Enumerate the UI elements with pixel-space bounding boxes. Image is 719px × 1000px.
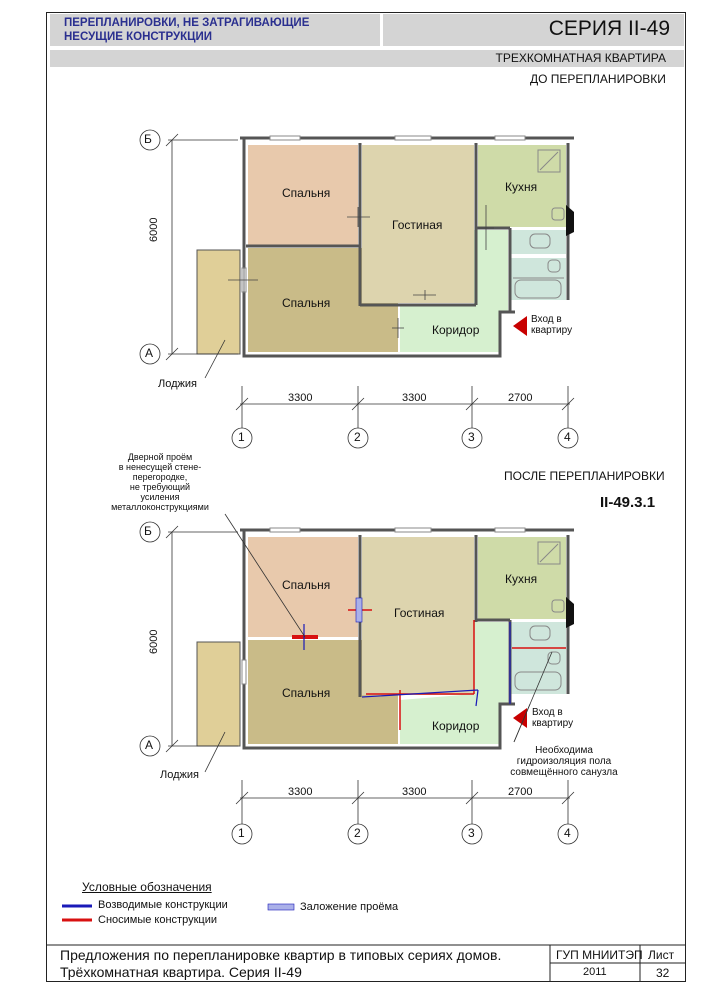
after-bedroom2-label: Спальня: [282, 686, 331, 700]
waterproof-note-line2: гидроизоляция пола: [516, 756, 612, 767]
header-category-line2: НЕСУЩИЕ КОНСТРУКЦИИ: [64, 31, 213, 43]
footer-org: ГУП МНИИТЭП: [556, 948, 643, 962]
legend-removed: Сносимые конструкции: [98, 914, 217, 926]
before-axis-col-3: 3: [468, 430, 475, 444]
before-entry-line2: квартиру: [531, 325, 573, 336]
door-note-line6: металлоконструкциями: [111, 502, 209, 512]
after-axis-col-2: 2: [354, 826, 361, 840]
door-note-line4: не требующий: [129, 482, 191, 492]
waterproof-note: [504, 745, 624, 778]
before-living-label: Гостиная: [392, 218, 443, 232]
before-bedroom1-label: Спальня: [282, 186, 331, 200]
after-kitchen-label: Кухня: [505, 572, 538, 586]
door-note-line5: усиления: [140, 492, 180, 502]
after-entry-label: [532, 707, 573, 729]
legend-filled: Заложение проёма: [300, 901, 399, 913]
footer-line2: Трёхкомнатная квартира. Серия II-49: [60, 964, 302, 980]
after-filled-opening: [356, 598, 362, 622]
before-kitchen-label: Кухня: [505, 180, 538, 194]
after-axis-col-1: 1: [238, 826, 245, 840]
before-bedroom2-label: Спальня: [282, 296, 331, 310]
after-corridor-label: Коридор: [432, 719, 480, 733]
legend-built: Возводимые конструкции: [98, 899, 228, 911]
after-loggia-label: Лоджия: [160, 769, 199, 781]
before-entry-arrow: [513, 316, 527, 336]
after-living-label: Гостиная: [394, 606, 445, 620]
before-dim-1: 3300: [288, 392, 313, 404]
door-note: [100, 452, 220, 512]
footer-year: 2011: [583, 966, 607, 978]
series-title: СЕРИЯ II-49: [548, 17, 670, 40]
before-dim-vertical: 6000: [148, 217, 160, 242]
after-code: II-49.3.1: [600, 494, 656, 511]
after-dim-3: 2700: [508, 786, 533, 798]
after-entry-arrow: [513, 708, 527, 728]
door-note-line1: Дверной проём: [127, 452, 193, 462]
before-entry-label: [531, 314, 572, 336]
before-loggia: [197, 250, 240, 354]
door-note-line2: в ненесущей стене-: [118, 462, 202, 472]
footer-line1: Предложения по перепланировке квартир в типовых сериях домов.: [60, 947, 502, 963]
before-axis-col-1: 1: [238, 430, 245, 444]
before-dim-3: 2700: [508, 392, 533, 404]
after-dim-1: 3300: [288, 786, 313, 798]
before-axis-row-b: Б: [144, 132, 152, 146]
before-axis-col-2: 2: [354, 430, 361, 444]
after-axis-row-b: Б: [144, 524, 152, 538]
legend-title: Условные обозначения: [82, 880, 212, 894]
footer-sheet-label: Лист: [648, 948, 675, 962]
before-axis-row-a: А: [145, 346, 154, 360]
after-entry-line2: квартиру: [532, 718, 574, 729]
after-axis-col-4: 4: [564, 826, 571, 840]
after-bedroom1-label: Спальня: [282, 578, 331, 592]
before-title: ДО ПЕРЕПЛАНИРОВКИ: [530, 72, 666, 86]
after-axis-row-a: А: [145, 738, 154, 752]
before-loggia-label: Лоджия: [158, 378, 197, 390]
after-axis-col-3: 3: [468, 826, 475, 840]
after-dim-vertical: 6000: [148, 629, 160, 654]
before-axis-col-4: 4: [564, 430, 571, 444]
waterproof-note-line1: Необходима: [535, 745, 593, 756]
header-category-line1: ПЕРЕПЛАНИРОВКИ, НЕ ЗАТРАГИВАЮЩИЕ: [64, 17, 310, 29]
apartment-type: ТРЕХКОМНАТНАЯ КВАРТИРА: [495, 51, 666, 65]
after-entry-line1: Вход в: [532, 707, 563, 718]
after-title: ПОСЛЕ ПЕРЕПЛАНИРОВКИ: [504, 469, 665, 483]
after-loggia: [197, 642, 240, 746]
before-corridor-label: Коридор: [432, 323, 480, 337]
footer-sheet-no: 32: [656, 966, 670, 980]
waterproof-note-line3: совмещённого санузла: [510, 767, 618, 778]
after-dim-2: 3300: [402, 786, 427, 798]
door-note-line3: перегородке,: [132, 472, 188, 482]
before-entry-line1: Вход в: [531, 314, 562, 325]
before-dim-2: 3300: [402, 392, 427, 404]
before-bath: [511, 258, 566, 300]
